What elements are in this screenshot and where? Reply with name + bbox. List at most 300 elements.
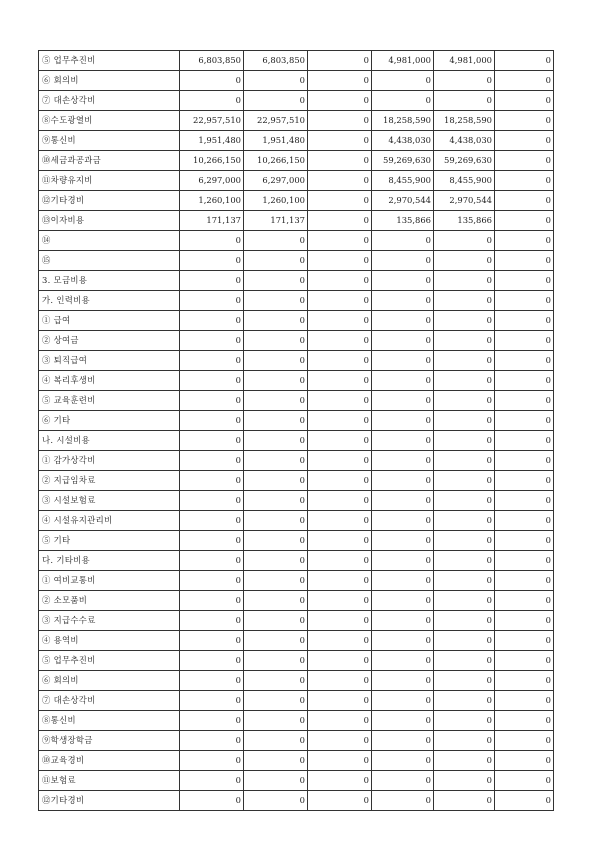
amount-cell: 0 [180, 511, 244, 531]
table-row [39, 391, 554, 411]
amount-cell: 0 [180, 451, 244, 471]
amount-cell: 0 [372, 651, 434, 671]
amount-cell: 0 [434, 311, 495, 331]
amount-cell: 135,866 [372, 211, 434, 231]
amount-cell: 0 [180, 71, 244, 91]
table-row [39, 131, 554, 151]
amount-cell: 0 [434, 451, 495, 471]
amount-cell: 0 [434, 711, 495, 731]
amount-cell: 0 [434, 371, 495, 391]
row-label: 나. 시설비용 [39, 431, 180, 451]
amount-cell: 0 [308, 51, 372, 71]
amount-cell: 0 [434, 471, 495, 491]
amount-cell: 171,137 [180, 211, 244, 231]
amount-cell: 4,438,030 [434, 131, 495, 151]
amount-cell: 6,297,000 [244, 171, 308, 191]
table-row [39, 791, 554, 811]
table-row [39, 611, 554, 631]
amount-cell: 0 [495, 791, 554, 811]
amount-cell: 0 [308, 131, 372, 151]
table-row [39, 751, 554, 771]
expense-table [38, 50, 554, 811]
amount-cell: 0 [495, 731, 554, 751]
amount-cell: 0 [180, 251, 244, 271]
row-label: ② 소모품비 [39, 591, 180, 611]
amount-cell: 6,803,850 [180, 51, 244, 71]
row-label: ⑨학생장학금 [39, 731, 180, 751]
amount-cell: 0 [372, 631, 434, 651]
amount-cell: 0 [244, 91, 308, 111]
amount-cell: 0 [495, 91, 554, 111]
amount-cell: 0 [180, 571, 244, 591]
row-label: ⑥ 기타 [39, 411, 180, 431]
row-label: ⑦ 대손상각비 [39, 91, 180, 111]
row-label: ② 상여금 [39, 331, 180, 351]
amount-cell: 0 [308, 591, 372, 611]
amount-cell: 0 [495, 751, 554, 771]
amount-cell: 0 [434, 291, 495, 311]
amount-cell: 0 [495, 131, 554, 151]
amount-cell: 0 [495, 351, 554, 371]
amount-cell: 0 [495, 251, 554, 271]
amount-cell: 0 [308, 191, 372, 211]
row-label: ④ 복리후생비 [39, 371, 180, 391]
amount-cell: 0 [308, 631, 372, 651]
amount-cell: 0 [495, 291, 554, 311]
table-row [39, 171, 554, 191]
row-label: ⑦ 대손상각비 [39, 691, 180, 711]
amount-cell: 0 [372, 251, 434, 271]
amount-cell: 0 [434, 771, 495, 791]
row-label: ⑥ 회의비 [39, 71, 180, 91]
row-label: 다. 기타비용 [39, 551, 180, 571]
row-label: ⑪보험료 [39, 771, 180, 791]
amount-cell: 0 [372, 711, 434, 731]
amount-cell: 0 [244, 71, 308, 91]
amount-cell: 0 [308, 251, 372, 271]
table-row [39, 351, 554, 371]
amount-cell: 0 [372, 331, 434, 351]
amount-cell: 0 [244, 691, 308, 711]
amount-cell: 0 [372, 531, 434, 551]
amount-cell: 0 [434, 631, 495, 651]
amount-cell: 0 [308, 151, 372, 171]
amount-cell: 0 [244, 751, 308, 771]
amount-cell: 0 [244, 791, 308, 811]
table-row [39, 431, 554, 451]
amount-cell: 135,866 [434, 211, 495, 231]
amount-cell: 0 [372, 611, 434, 631]
amount-cell: 0 [434, 751, 495, 771]
amount-cell: 0 [180, 591, 244, 611]
amount-cell: 10,266,150 [244, 151, 308, 171]
amount-cell: 0 [495, 331, 554, 351]
amount-cell: 4,981,000 [434, 51, 495, 71]
amount-cell: 171,137 [244, 211, 308, 231]
amount-cell: 0 [308, 311, 372, 331]
amount-cell: 0 [434, 491, 495, 511]
amount-cell: 0 [180, 411, 244, 431]
amount-cell: 0 [244, 331, 308, 351]
table-row [39, 471, 554, 491]
table-row [39, 271, 554, 291]
table-row [39, 51, 554, 71]
amount-cell: 0 [180, 391, 244, 411]
amount-cell: 0 [244, 231, 308, 251]
row-label: ⑫기타경비 [39, 791, 180, 811]
amount-cell: 0 [495, 191, 554, 211]
amount-cell: 0 [434, 391, 495, 411]
amount-cell: 0 [180, 431, 244, 451]
table-row [39, 571, 554, 591]
amount-cell: 0 [434, 651, 495, 671]
row-label: ⑩교육경비 [39, 751, 180, 771]
row-label: ③ 시설보험료 [39, 491, 180, 511]
amount-cell: 0 [434, 411, 495, 431]
amount-cell: 0 [244, 571, 308, 591]
amount-cell: 0 [180, 231, 244, 251]
amount-cell: 0 [495, 571, 554, 591]
table-row [39, 371, 554, 391]
table-row [39, 551, 554, 571]
amount-cell: 0 [180, 671, 244, 691]
amount-cell: 0 [495, 111, 554, 131]
amount-cell: 0 [244, 351, 308, 371]
amount-cell: 2,970,544 [434, 191, 495, 211]
amount-cell: 0 [308, 791, 372, 811]
amount-cell: 0 [244, 411, 308, 431]
amount-cell: 0 [180, 751, 244, 771]
amount-cell: 0 [434, 571, 495, 591]
amount-cell: 0 [244, 431, 308, 451]
amount-cell: 0 [434, 91, 495, 111]
amount-cell: 0 [372, 671, 434, 691]
amount-cell: 0 [434, 531, 495, 551]
table-row [39, 591, 554, 611]
amount-cell: 0 [372, 751, 434, 771]
amount-cell: 0 [372, 271, 434, 291]
row-label: ⑨통신비 [39, 131, 180, 151]
amount-cell: 0 [308, 731, 372, 751]
amount-cell: 0 [180, 531, 244, 551]
table-row [39, 411, 554, 431]
amount-cell: 0 [495, 671, 554, 691]
row-label: ⑤ 업무추진비 [39, 651, 180, 671]
amount-cell: 0 [244, 671, 308, 691]
amount-cell: 0 [180, 351, 244, 371]
amount-cell: 0 [372, 471, 434, 491]
amount-cell: 0 [434, 231, 495, 251]
row-label: ② 지급임차료 [39, 471, 180, 491]
amount-cell: 0 [434, 551, 495, 571]
row-label: ① 감가상각비 [39, 451, 180, 471]
table-row [39, 331, 554, 351]
amount-cell: 0 [180, 371, 244, 391]
amount-cell: 0 [495, 231, 554, 251]
table-row [39, 451, 554, 471]
expense-table-body [39, 51, 554, 811]
amount-cell: 0 [308, 371, 372, 391]
amount-cell: 0 [372, 411, 434, 431]
amount-cell: 18,258,590 [372, 111, 434, 131]
amount-cell: 0 [372, 491, 434, 511]
amount-cell: 22,957,510 [244, 111, 308, 131]
amount-cell: 2,970,544 [372, 191, 434, 211]
table-row [39, 111, 554, 131]
amount-cell: 0 [372, 791, 434, 811]
amount-cell: 0 [495, 391, 554, 411]
amount-cell: 0 [308, 691, 372, 711]
row-label: ⑮ [39, 251, 180, 271]
amount-cell: 0 [495, 551, 554, 571]
amount-cell: 59,269,630 [372, 151, 434, 171]
amount-cell: 0 [308, 71, 372, 91]
amount-cell: 0 [244, 651, 308, 671]
amount-cell: 0 [244, 591, 308, 611]
amount-cell: 4,981,000 [372, 51, 434, 71]
amount-cell: 0 [495, 451, 554, 471]
amount-cell: 0 [372, 771, 434, 791]
amount-cell: 0 [244, 291, 308, 311]
amount-cell: 0 [244, 471, 308, 491]
amount-cell: 0 [495, 431, 554, 451]
amount-cell: 0 [495, 471, 554, 491]
amount-cell: 0 [308, 171, 372, 191]
row-label: ⑪차량유지비 [39, 171, 180, 191]
amount-cell: 0 [495, 491, 554, 511]
table-row [39, 491, 554, 511]
amount-cell: 0 [180, 491, 244, 511]
amount-cell: 0 [308, 711, 372, 731]
amount-cell: 0 [434, 791, 495, 811]
row-label: ⑧통신비 [39, 711, 180, 731]
amount-cell: 0 [244, 711, 308, 731]
amount-cell: 0 [180, 471, 244, 491]
amount-cell: 0 [180, 551, 244, 571]
amount-cell: 0 [244, 551, 308, 571]
table-row [39, 531, 554, 551]
amount-cell: 0 [495, 591, 554, 611]
amount-cell: 6,803,850 [244, 51, 308, 71]
amount-cell: 0 [308, 271, 372, 291]
amount-cell: 0 [372, 291, 434, 311]
amount-cell: 0 [495, 51, 554, 71]
amount-cell: 0 [180, 631, 244, 651]
amount-cell: 0 [244, 371, 308, 391]
amount-cell: 0 [308, 671, 372, 691]
row-label: ⑬이자비용 [39, 211, 180, 231]
amount-cell: 10,266,150 [180, 151, 244, 171]
amount-cell: 0 [180, 711, 244, 731]
amount-cell: 6,297,000 [180, 171, 244, 191]
amount-cell: 0 [372, 391, 434, 411]
amount-cell: 0 [308, 431, 372, 451]
amount-cell: 0 [434, 331, 495, 351]
amount-cell: 0 [372, 691, 434, 711]
amount-cell: 0 [495, 271, 554, 291]
table-row [39, 71, 554, 91]
amount-cell: 0 [434, 611, 495, 631]
amount-cell: 0 [308, 291, 372, 311]
amount-cell: 0 [308, 611, 372, 631]
amount-cell: 4,438,030 [372, 131, 434, 151]
amount-cell: 0 [372, 351, 434, 371]
amount-cell: 0 [434, 71, 495, 91]
amount-cell: 0 [244, 771, 308, 791]
amount-cell: 1,951,480 [180, 131, 244, 151]
amount-cell: 0 [244, 491, 308, 511]
amount-cell: 0 [372, 311, 434, 331]
table-row [39, 311, 554, 331]
amount-cell: 0 [308, 331, 372, 351]
amount-cell: 0 [308, 411, 372, 431]
row-label: ① 여비교통비 [39, 571, 180, 591]
amount-cell: 0 [244, 511, 308, 531]
amount-cell: 0 [308, 231, 372, 251]
row-label: ⑤ 기타 [39, 531, 180, 551]
amount-cell: 0 [308, 551, 372, 571]
amount-cell: 0 [372, 71, 434, 91]
table-row [39, 631, 554, 651]
amount-cell: 0 [308, 651, 372, 671]
row-label: ⑥ 회의비 [39, 671, 180, 691]
amount-cell: 0 [308, 451, 372, 471]
amount-cell: 0 [495, 771, 554, 791]
amount-cell: 0 [495, 411, 554, 431]
table-row [39, 711, 554, 731]
amount-cell: 0 [244, 631, 308, 651]
amount-cell: 0 [372, 371, 434, 391]
amount-cell: 0 [308, 491, 372, 511]
amount-cell: 0 [372, 451, 434, 471]
amount-cell: 59,269,630 [434, 151, 495, 171]
amount-cell: 0 [308, 571, 372, 591]
amount-cell: 8,455,900 [434, 171, 495, 191]
amount-cell: 1,260,100 [244, 191, 308, 211]
amount-cell: 0 [180, 771, 244, 791]
amount-cell: 0 [434, 271, 495, 291]
amount-cell: 0 [180, 291, 244, 311]
amount-cell: 0 [372, 511, 434, 531]
row-label: 가. 인력비용 [39, 291, 180, 311]
table-row [39, 291, 554, 311]
table-row [39, 771, 554, 791]
amount-cell: 0 [244, 611, 308, 631]
amount-cell: 0 [372, 551, 434, 571]
amount-cell: 0 [180, 91, 244, 111]
amount-cell: 0 [372, 231, 434, 251]
amount-cell: 0 [180, 611, 244, 631]
amount-cell: 0 [244, 731, 308, 751]
amount-cell: 22,957,510 [180, 111, 244, 131]
amount-cell: 0 [308, 531, 372, 551]
amount-cell: 0 [308, 351, 372, 371]
amount-cell: 0 [244, 391, 308, 411]
row-label: 3. 모금비용 [39, 271, 180, 291]
amount-cell: 0 [308, 91, 372, 111]
amount-cell: 0 [495, 691, 554, 711]
amount-cell: 0 [495, 211, 554, 231]
amount-cell: 0 [180, 331, 244, 351]
amount-cell: 0 [495, 71, 554, 91]
row-label: ① 급여 [39, 311, 180, 331]
amount-cell: 0 [372, 731, 434, 751]
table-row [39, 91, 554, 111]
amount-cell: 0 [180, 731, 244, 751]
amount-cell: 0 [244, 251, 308, 271]
amount-cell: 0 [372, 571, 434, 591]
table-row [39, 671, 554, 691]
amount-cell: 0 [495, 711, 554, 731]
amount-cell: 8,455,900 [372, 171, 434, 191]
amount-cell: 0 [308, 751, 372, 771]
amount-cell: 0 [180, 311, 244, 331]
amount-cell: 0 [434, 691, 495, 711]
amount-cell: 0 [372, 591, 434, 611]
row-label: ④ 시설유지관리비 [39, 511, 180, 531]
table-row [39, 651, 554, 671]
amount-cell: 0 [180, 271, 244, 291]
row-label: ⑩세금과공과금 [39, 151, 180, 171]
row-label: ⑧수도광열비 [39, 111, 180, 131]
row-label: ③ 지급수수료 [39, 611, 180, 631]
amount-cell: 0 [308, 211, 372, 231]
expense-table-page [38, 50, 553, 811]
amount-cell: 0 [308, 471, 372, 491]
amount-cell: 0 [308, 111, 372, 131]
table-row [39, 231, 554, 251]
amount-cell: 0 [495, 151, 554, 171]
amount-cell: 0 [244, 311, 308, 331]
table-row [39, 151, 554, 171]
table-row [39, 211, 554, 231]
amount-cell: 1,260,100 [180, 191, 244, 211]
amount-cell: 0 [495, 651, 554, 671]
amount-cell: 0 [244, 531, 308, 551]
table-row [39, 191, 554, 211]
table-row [39, 691, 554, 711]
amount-cell: 0 [434, 251, 495, 271]
amount-cell: 0 [308, 511, 372, 531]
row-label: ⑭ [39, 231, 180, 251]
amount-cell: 0 [434, 671, 495, 691]
amount-cell: 0 [244, 451, 308, 471]
amount-cell: 0 [180, 651, 244, 671]
row-label: ④ 용역비 [39, 631, 180, 651]
amount-cell: 0 [180, 691, 244, 711]
amount-cell: 0 [308, 391, 372, 411]
row-label: ⑤ 업무추진비 [39, 51, 180, 71]
amount-cell: 0 [434, 511, 495, 531]
amount-cell: 0 [180, 791, 244, 811]
row-label: ③ 퇴직급여 [39, 351, 180, 371]
amount-cell: 0 [495, 531, 554, 551]
amount-cell: 0 [372, 431, 434, 451]
amount-cell: 0 [495, 631, 554, 651]
row-label: ⑫기타경비 [39, 191, 180, 211]
amount-cell: 0 [434, 591, 495, 611]
amount-cell: 1,951,480 [244, 131, 308, 151]
table-row [39, 251, 554, 271]
amount-cell: 0 [434, 351, 495, 371]
table-row [39, 731, 554, 751]
amount-cell: 0 [244, 271, 308, 291]
row-label: ⑤ 교육훈련비 [39, 391, 180, 411]
amount-cell: 0 [495, 611, 554, 631]
amount-cell: 0 [495, 511, 554, 531]
amount-cell: 0 [495, 371, 554, 391]
amount-cell: 0 [434, 731, 495, 751]
